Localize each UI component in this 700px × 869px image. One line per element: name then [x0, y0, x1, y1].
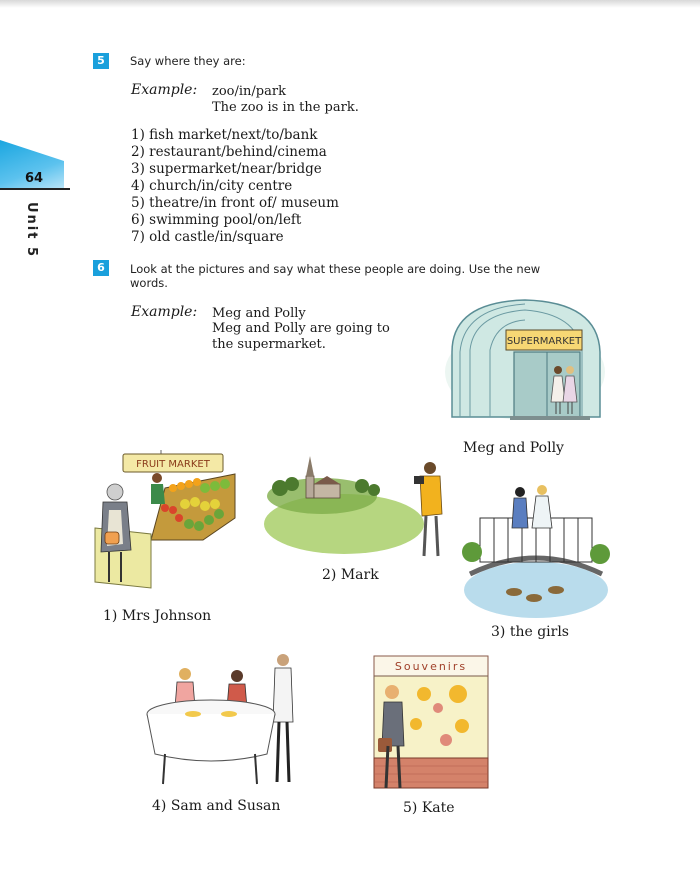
- caption-meg-polly: Meg and Polly: [463, 440, 564, 456]
- souvenir-shop-illustration: [366, 654, 494, 794]
- exercise-5-item: 7) old castle/in/square: [131, 229, 284, 245]
- supermarket-illustration: [440, 292, 610, 424]
- page-number-rule: [0, 188, 70, 190]
- exercise-5-item: 1) fish market/next/to/bank: [131, 127, 318, 143]
- exercise-5-item: 3) supermarket/near/bridge: [131, 161, 322, 177]
- exercise-6-instruction-line1: Look at the pictures and say what these people are doing. Use the new: [130, 262, 541, 276]
- caption-mark: 2) Mark: [322, 567, 379, 583]
- unit-label: Unit 5: [24, 202, 39, 259]
- exercise-6-instruction-line2: words.: [130, 276, 168, 290]
- restaurant-illustration: [145, 652, 305, 792]
- exercise-6-badge: 6: [93, 260, 109, 276]
- exercise-5-instruction: Say where they are:: [130, 54, 246, 68]
- caption-kate: 5) Kate: [403, 800, 455, 816]
- exercise-5-example-prompt: zoo/in/park: [212, 84, 286, 99]
- exercise-5-badge: 5: [93, 53, 109, 69]
- exercise-6-example-prompt: Meg and Polly: [212, 306, 306, 321]
- exercise-6-example-label: Example:: [131, 304, 198, 320]
- caption-sam-susan: 4) Sam and Susan: [152, 798, 281, 814]
- landscape-photographer-illustration: [262, 446, 452, 564]
- caption-girls: 3) the girls: [491, 624, 569, 640]
- fruit-market-illustration: [95, 448, 240, 593]
- exercise-6-example-answer-line1: Meg and Polly are going to: [212, 321, 390, 336]
- supermarket-sign: SUPERMARKET: [506, 336, 582, 347]
- exercise-6-example-answer-line2: the supermarket.: [212, 337, 326, 352]
- exercise-5-example-answer: The zoo is in the park.: [212, 100, 359, 115]
- bridge-ducks-illustration: [460, 482, 612, 620]
- page-top-shadow: [0, 0, 700, 8]
- exercise-5-example-label: Example:: [131, 82, 198, 98]
- souvenirs-sign: Souvenirs: [394, 660, 468, 673]
- exercise-5-item: 6) swimming pool/on/left: [131, 212, 302, 228]
- fruit-market-sign: FRUIT MARKET: [136, 459, 210, 470]
- exercise-5-item: 5) theatre/in front of/ museum: [131, 195, 339, 211]
- exercise-5-item: 4) church/in/city centre: [131, 178, 293, 194]
- caption-mrs-johnson: 1) Mrs Johnson: [103, 608, 212, 624]
- page-number: 64: [25, 171, 44, 186]
- exercise-5-item: 2) restaurant/behind/cinema: [131, 144, 327, 160]
